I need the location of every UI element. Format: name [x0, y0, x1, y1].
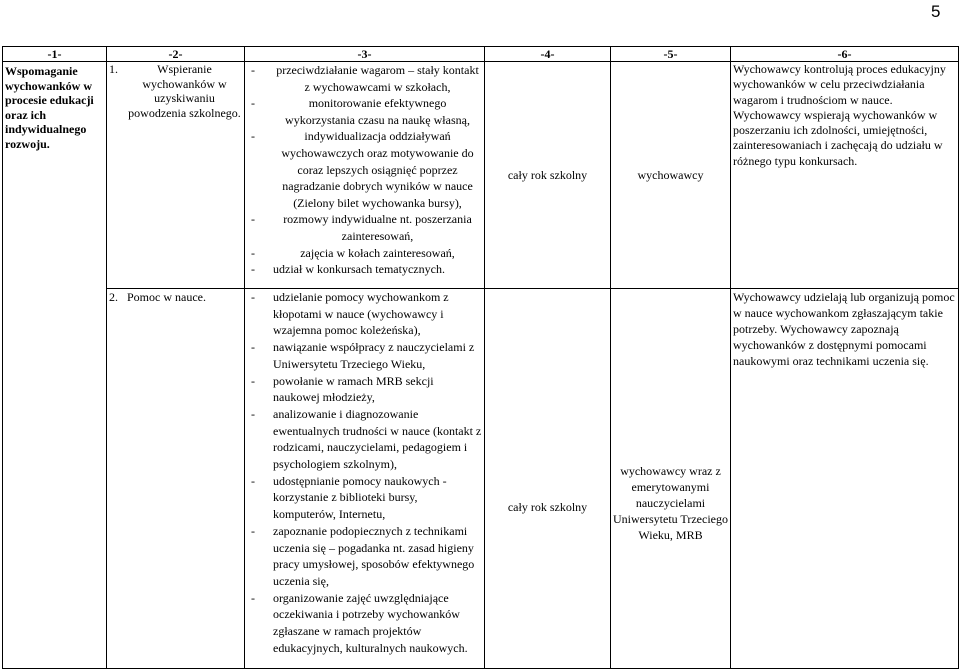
header-col-4: -4-	[485, 47, 611, 62]
page-number: 5	[931, 2, 941, 21]
list-item: - zajęcia w kołach zainteresowań,	[251, 245, 455, 260]
header-col-1: -1-	[3, 47, 107, 62]
goal-cell	[3, 62, 107, 669]
goal-text: Wspomaganie wychowanków w procesie edukacji oraz ich indywidualnego rozwoju.	[5, 64, 94, 151]
evaluation-text: Wychowawcy udzielają lub organizują pomoc w nauce wychowankom zgłaszającym takie potrzeby. Wychowawcy zapoznają wychowanków z dostępnymi pomocami naukowymi oraz technikami uczenia się.	[733, 290, 955, 368]
header-col-5: -5-	[611, 47, 731, 62]
list-item: - udział w konkursach tematycznych.	[251, 262, 445, 277]
list-item: - powołanie w ramach MRB sekcji naukowej młodzieży,	[251, 373, 434, 405]
task-cell	[107, 62, 245, 289]
list-item: - indywidualizacja oddziaływań wychowawczych oraz motywowanie do coraz lepszych osiągnięć poprzez nagradzanie dobrych wyników w nauce (Zielony bilet wychowanka bursy),	[251, 129, 474, 210]
term-text: cały rok szkolny	[507, 168, 588, 182]
methods-cell	[245, 62, 485, 289]
responsible-text: wychowawcy wraz z emerytowanymi nauczycielami Uniwersytetu Trzeciego Wieku, MRB	[613, 463, 728, 542]
header-col-2: -2-	[107, 47, 245, 62]
task-number: 2.	[109, 290, 118, 304]
term-cell	[485, 62, 611, 289]
responsible-cell	[611, 289, 731, 669]
responsible-cell	[611, 62, 731, 289]
list-item: - nawiązanie współpracy z nauczycielami z Uniwersytetu Trzeciego Wieku,	[251, 340, 475, 371]
table-row	[3, 62, 959, 289]
task-number: 1.	[109, 62, 118, 76]
list-item: - rozmowy indywidualne nt. poszerzania zainteresowań,	[251, 212, 472, 243]
methods-cell	[245, 289, 485, 669]
table-row	[3, 289, 959, 669]
task-cell	[107, 289, 245, 669]
list-item: - udostępnianie pomocy naukowych - korzystanie z biblioteki bursy, komputerów, Internetu,	[251, 473, 447, 522]
term-cell	[485, 289, 611, 669]
list-item: - analizowanie i diagnozowanie ewentualnych trudności w nauce (kontakt z rodzicami, nauczycielami, pedagogiem i psychologiem szkolnym),	[251, 406, 482, 472]
header-col-6: -6-	[731, 47, 959, 62]
responsible-text: wychowawcy	[637, 168, 704, 182]
list-item: - monitorowanie efektywnego wykorzystania czasu na naukę własną,	[251, 96, 470, 127]
term-text: cały rok szkolny	[507, 499, 588, 514]
evaluation-cell	[731, 62, 959, 289]
list-item: - przeciwdziałanie wagarom – stały kontakt z wychowawcami w szkołach,	[251, 63, 479, 94]
header-row	[3, 47, 959, 62]
task-text: Pomoc w nauce.	[127, 290, 206, 304]
header-col-3: -3-	[245, 47, 485, 62]
list-item: - zapoznanie podopiecznych z technikami uczenia się – pogadanka nt. zasad higieny pracy umysłowej, sposobów efektywnego uczenia się,	[251, 523, 475, 588]
task-text: Wspieranie wychowanków w uzyskiwaniu powodzenia szkolnego.	[128, 62, 241, 120]
list-item: - organizowanie zajęć uwzględniające oczekiwania i potrzeby wychowanków zgłaszane w ramach projektów edukacyjnych, kulturalnych naukowych.	[251, 590, 468, 655]
evaluation-text: Wychowawcy kontrolują proces edukacyjny wychowanków w celu przeciwdziałania wagarom i trudnościom w nauce. Wychowawcy wspierają wychowanków w poszerzaniu ich zdolności, umiejętności, zainteresowaniach i zachęcają do udziału w różnego typu konkursach.	[733, 62, 946, 168]
list-item: - udzielanie pomocy wychowankom z kłopotami w nauce (wychowawcy i wzajemna pomoc koleżeńska),	[251, 290, 449, 338]
evaluation-cell	[731, 289, 959, 669]
plan-table	[2, 46, 959, 669]
